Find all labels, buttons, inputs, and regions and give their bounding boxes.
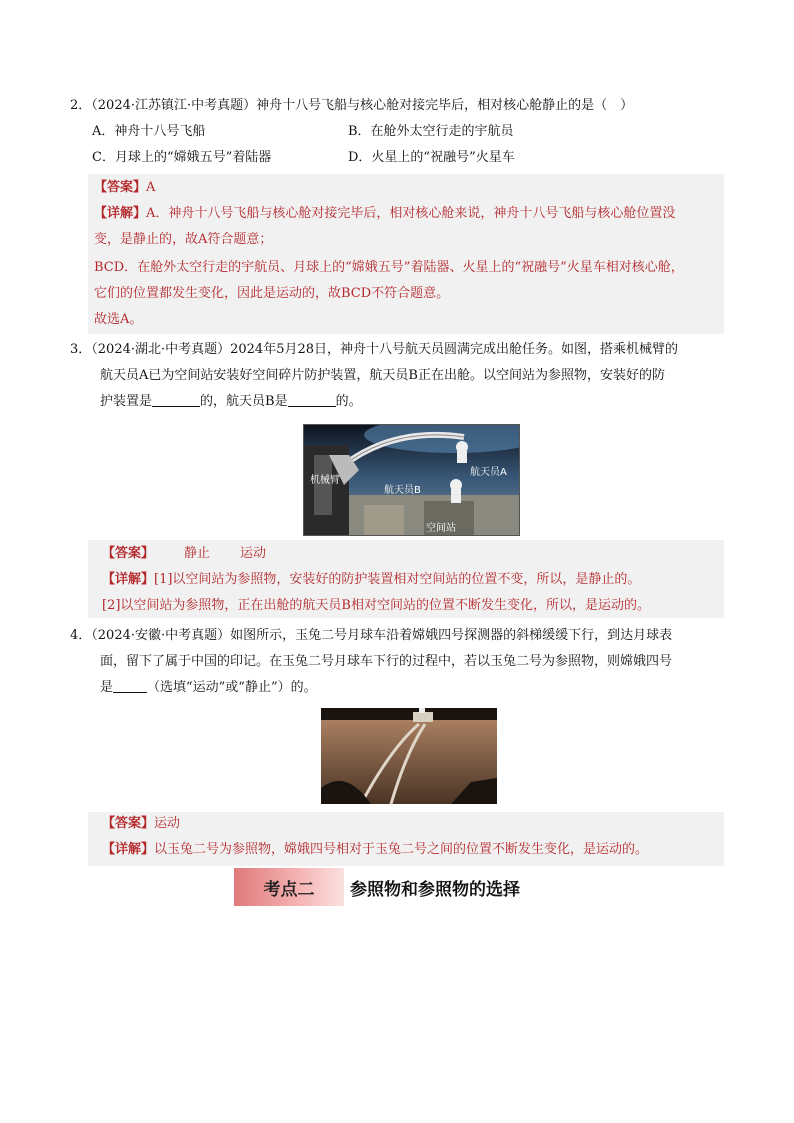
detail-label: 【详解】 — [102, 842, 155, 857]
q2-detail-line-3: BCD．在舱外太空行走的宇航员、月球上的“嫦娥五号”着陆器、火星上的“祝融号”火星车相对核心舱， — [94, 260, 684, 275]
q4-lunar-rover-photo — [321, 708, 497, 804]
section-heading — [234, 868, 520, 906]
q3-stem-line-1: 3．（2024·湖北·中考真题）2024年5月28日，神舟十八号航天员圆满完成出舱任务。如图，搭乘机械臂的 — [70, 342, 679, 357]
answer-label: 【答案】 — [102, 816, 155, 831]
q2-detail-line-4: 它们的位置都发生变化，因此是运动的，故BCD不符合题意。 — [94, 286, 450, 301]
q2-detail-line-1 — [94, 202, 675, 221]
detail-label: 【详解】 — [102, 572, 155, 587]
detail-text: A．神舟十八号飞船与核心舱对接完毕后，相对核心舱来说，神舟十八号飞船与核心舱位置没 — [146, 206, 676, 221]
q2-detail-line-2: 变，是静止的，故A符合题意； — [94, 232, 273, 247]
q2-answer-box — [88, 174, 724, 334]
detail-text: [1]以空间站为参照物，安装好的防护装置相对空间站的位置不变，所以，是静止的。 — [154, 572, 641, 587]
q3-spacewalk-photo — [303, 424, 520, 536]
q3-stem-part: 的。 — [335, 394, 362, 409]
detail-label: 【详解】 — [94, 206, 147, 221]
label-robot-arm: 机械臂 — [310, 475, 340, 486]
q4-stem-line-1: 4．（2024·安徽·中考真题）如图所示，玉兔二号月球车沿着嫦娥四号探测器的斜梯缓缓下行，到达月球表 — [70, 628, 673, 643]
q4-detail-line-1 — [102, 838, 648, 857]
q3-answer-box — [88, 540, 724, 618]
answer-value-2: 运动 — [240, 546, 267, 561]
label-space-station: 空间站 — [426, 523, 456, 534]
q3-detail-line-1 — [102, 568, 640, 587]
q2-option-b: B．在舱外太空行走的宇航员 — [348, 124, 514, 139]
q2-option-a: A．神舟十八号飞船 — [92, 124, 206, 139]
q4-stem-part: （选填“运动”或“静止”）的。 — [147, 680, 317, 695]
q4-answer — [102, 812, 180, 831]
q3-blank-2 — [288, 392, 336, 407]
section-tag: 考点二 — [234, 868, 344, 906]
q2-detail-line-5: 故选A。 — [94, 312, 143, 327]
section-title: 参照物和参照物的选择 — [350, 879, 520, 900]
q3-stem-part: 的，航天员B是 — [200, 394, 288, 409]
q3-blank-1 — [152, 392, 200, 407]
q4-stem-part: 是 — [100, 680, 114, 695]
answer-label: 【答案】 — [94, 180, 147, 195]
detail-text: 以玉兔二号为参照物，嫦娥四号相对于玉兔二号之间的位置不断发生变化，是运动的。 — [154, 842, 649, 857]
answer-value-1: 静止 — [184, 546, 211, 561]
q4-blank — [113, 678, 147, 693]
answer-label: 【答案】 — [102, 546, 155, 561]
label-astronaut-a: 航天员A — [470, 467, 507, 478]
q2-option-d: D．火星上的“祝融号”火星车 — [348, 150, 515, 165]
lunar-surface-illustration — [321, 708, 497, 804]
q4-stem-line-3 — [100, 676, 317, 695]
q4-answer-box — [88, 812, 724, 866]
q3-answer — [102, 542, 266, 561]
label-astronaut-b: 航天员B — [384, 485, 421, 496]
q3-stem-part: 护装置是 — [100, 394, 153, 409]
answer-value: 运动 — [154, 816, 181, 831]
q3-detail-line-2: [2]以空间站为参照物，正在出舱的航天员B相对空间站的位置不断发生变化，所以，是运动的。 — [102, 598, 650, 613]
q3-stem-line-3 — [100, 390, 362, 409]
answer-value: A — [146, 180, 156, 195]
spacewalk-illustration — [304, 425, 519, 535]
q2-answer — [94, 176, 155, 195]
q4-stem-line-2: 面，留下了属于中国的印记。在玉兔二号月球车下行的过程中，若以玉兔二号为参照物，则嫦娥四号 — [100, 654, 673, 669]
q3-stem-line-2: 航天员A已为空间站安装好空间碎片防护装置，航天员B正在出舱。以空间站为参照物，安装好的防 — [100, 368, 665, 383]
q2-option-c: C．月球上的“嫦娥五号”着陆器 — [92, 150, 272, 165]
q2-stem: 2．（2024·江苏镇江·中考真题）神舟十八号飞船与核心舱对接完毕后，相对核心舱静止的是（ ） — [70, 98, 634, 113]
